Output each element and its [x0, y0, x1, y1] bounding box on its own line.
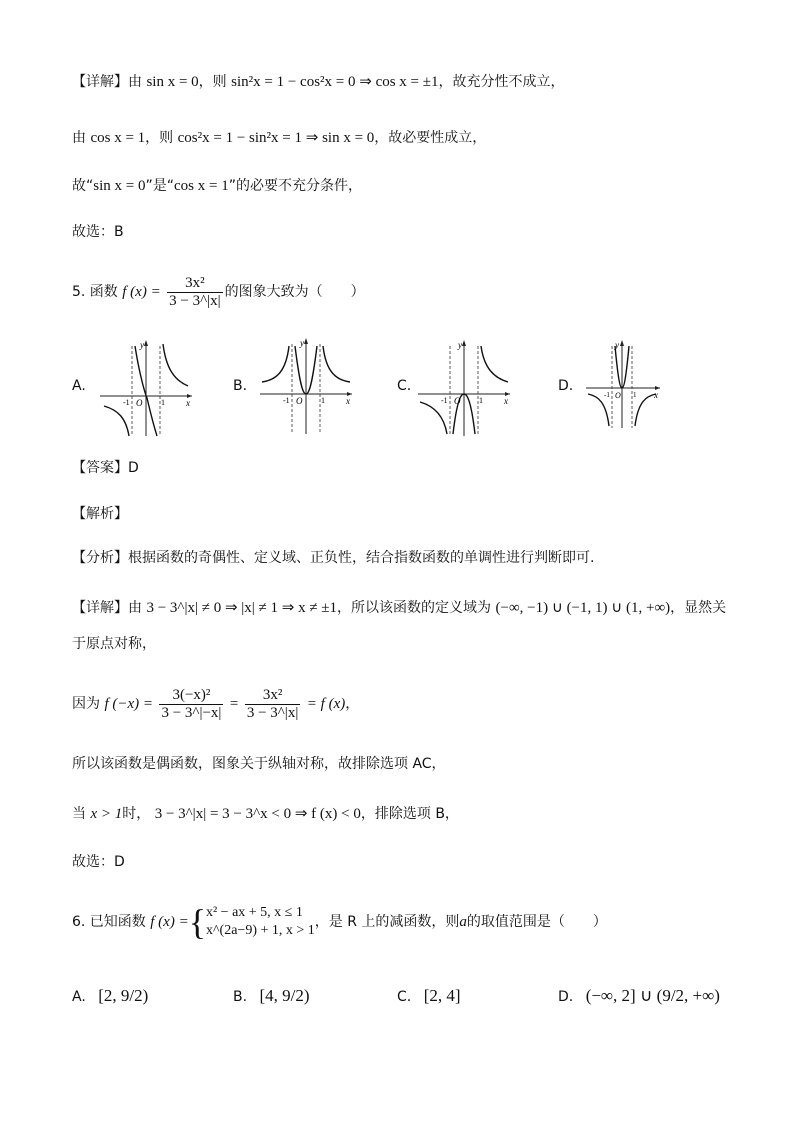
numerator: 3x² — [245, 687, 301, 705]
tick-neg1: -1 — [441, 396, 448, 405]
math-expr: sin x = 0 — [146, 74, 199, 90]
left-brace: { — [188, 902, 206, 942]
math-expr: (−∞, −1) ∪ (−1, 1) ∪ (1, +∞) — [495, 600, 671, 616]
x-axis-label: x — [346, 396, 350, 406]
q6-option-a — [72, 986, 148, 1006]
text: ，故必要性成立， — [374, 130, 487, 146]
text: 由 — [72, 130, 86, 146]
math-expr: sin²x = 1 − cos²x = 0 ⇒ cos x = ±1 — [231, 74, 439, 90]
q6-option-d — [558, 986, 720, 1006]
numerator: 3x² — [167, 275, 223, 293]
text: ，则 — [145, 130, 174, 146]
q6-option-c — [397, 986, 461, 1006]
detail-line-1 — [72, 72, 565, 92]
question-number: 5. 函数 — [72, 284, 118, 300]
denominator: 3 − 3^|x| — [246, 704, 299, 721]
y-axis-label: y — [458, 340, 462, 350]
tick-neg1: -1 — [604, 391, 610, 399]
piece-1: x² − ax + 5, x ≤ 1 — [205, 905, 303, 920]
fraction — [159, 687, 223, 722]
answer-tag: 【答案】D — [72, 460, 139, 476]
y-axis-label: y — [300, 338, 304, 348]
tick-neg1: -1 — [283, 396, 290, 405]
option-label: A. — [72, 989, 86, 1005]
tick-1: 1 — [321, 396, 325, 405]
option-b-label: B. — [233, 378, 248, 394]
text: ，则 — [198, 74, 227, 90]
question-6 — [72, 898, 607, 946]
denominator: 3 − 3^|−x| — [161, 704, 222, 721]
tick-neg1: -1 — [123, 398, 130, 407]
piecewise-cases — [206, 904, 315, 940]
math-expr: cos x = 1 — [90, 130, 146, 146]
text: ”的必要不充分条件， — [228, 178, 362, 194]
graph-c — [414, 338, 514, 438]
denominator: 3 − 3^|x| — [169, 292, 221, 309]
text: 故“ — [72, 178, 94, 194]
text: ”是“ — [145, 178, 174, 194]
math-expr: x > 1 — [90, 806, 123, 822]
y-axis-label: y — [140, 340, 144, 350]
option-label: B. — [233, 989, 248, 1005]
question-5 — [72, 272, 365, 312]
math-expr: f (−x) = — [104, 696, 154, 712]
option-a-label: A. — [72, 378, 86, 394]
option-value: [2, 9/2) — [98, 986, 149, 1005]
origin-label: O — [136, 398, 143, 408]
q5-detail-line-5 — [72, 804, 459, 824]
text: ，故充分性不成立， — [438, 74, 565, 90]
text: 时， — [122, 806, 151, 822]
function-name: f (x) = — [122, 284, 161, 300]
option-label: D. — [558, 989, 574, 1005]
text: ， — [345, 696, 360, 712]
fraction — [245, 687, 301, 722]
detail-tag: 【详解】 — [72, 600, 128, 616]
origin-label: O — [454, 396, 461, 406]
detail-tag: 【详解】 — [72, 74, 128, 90]
text: 当 — [72, 806, 86, 822]
text: 的图象大致为（ ） — [224, 284, 365, 300]
math-expr: cos x = 1 — [174, 178, 229, 194]
analysis-tag: 【解析】 — [72, 506, 128, 522]
equals: = — [229, 696, 239, 712]
graph-a — [96, 338, 196, 438]
tick-1: 1 — [161, 398, 165, 407]
graph-b — [256, 336, 356, 436]
option-d-label: D. — [558, 378, 574, 394]
option-c-label: C. — [397, 378, 412, 394]
q5-detail-line-3 — [72, 684, 359, 724]
math-expr: 3 − 3^|x| ≠ 0 ⇒ |x| ≠ 1 ⇒ x ≠ ±1 — [146, 600, 338, 616]
text: ，显然关 — [670, 600, 727, 616]
tick-1: 1 — [479, 396, 483, 405]
option-value: [2, 4] — [423, 986, 461, 1005]
q5-detail-line-4: 所以该函数是偶函数，图象关于纵轴对称，故排除选项 AC， — [72, 756, 446, 772]
detail-line-3 — [72, 176, 362, 196]
origin-label: O — [615, 391, 621, 400]
q5-detail-line-1 — [72, 598, 726, 618]
q6-option-b — [233, 986, 310, 1006]
answer-line: 故选：B — [72, 224, 124, 240]
text: 因为 — [72, 696, 100, 712]
y-axis-label: y — [615, 340, 619, 350]
numerator: 3(−x)² — [159, 687, 223, 705]
variable: a — [459, 914, 467, 930]
piece-2: x^(2a−9) + 1, x > 1 — [205, 923, 315, 938]
text: 由 — [128, 600, 142, 616]
function-name: f (x) = — [150, 914, 189, 930]
text: ，是 R 上的减函数，则 — [314, 914, 460, 930]
graph-d — [582, 338, 662, 430]
fraction — [167, 275, 223, 310]
q5-detail-line-2: 于原点对称， — [72, 636, 156, 652]
math-expr: = f (x) — [306, 696, 346, 712]
detail-line-2 — [72, 128, 486, 148]
option-value: (−∞, 2] ∪ (9/2, +∞) — [585, 986, 720, 1005]
option-value: [4, 9/2) — [259, 986, 310, 1005]
analysis-summary: 【分析】根据函数的奇偶性、定义域、正负性，结合指数函数的单调性进行判断即可. — [72, 550, 595, 566]
text: ，排除选项 B， — [360, 806, 459, 822]
text: 的取值范围是（ ） — [466, 914, 607, 930]
x-axis-label: x — [654, 390, 658, 400]
tick-1: 1 — [633, 391, 637, 399]
x-axis-label: x — [504, 396, 508, 406]
option-label: C. — [397, 989, 412, 1005]
question-number: 6. 已知函数 — [72, 914, 146, 930]
text: 由 — [128, 74, 142, 90]
x-axis-label: x — [186, 398, 190, 408]
text: ，所以该函数的定义域为 — [337, 600, 492, 616]
origin-label: O — [296, 396, 303, 406]
math-expr: sin x = 0 — [93, 178, 146, 194]
q5-final-answer: 故选：D — [72, 854, 125, 870]
math-expr: 3 − 3^|x| = 3 − 3^x < 0 ⇒ f (x) < 0 — [154, 806, 361, 822]
math-expr: cos²x = 1 − sin²x = 1 ⇒ sin x = 0 — [177, 130, 375, 146]
